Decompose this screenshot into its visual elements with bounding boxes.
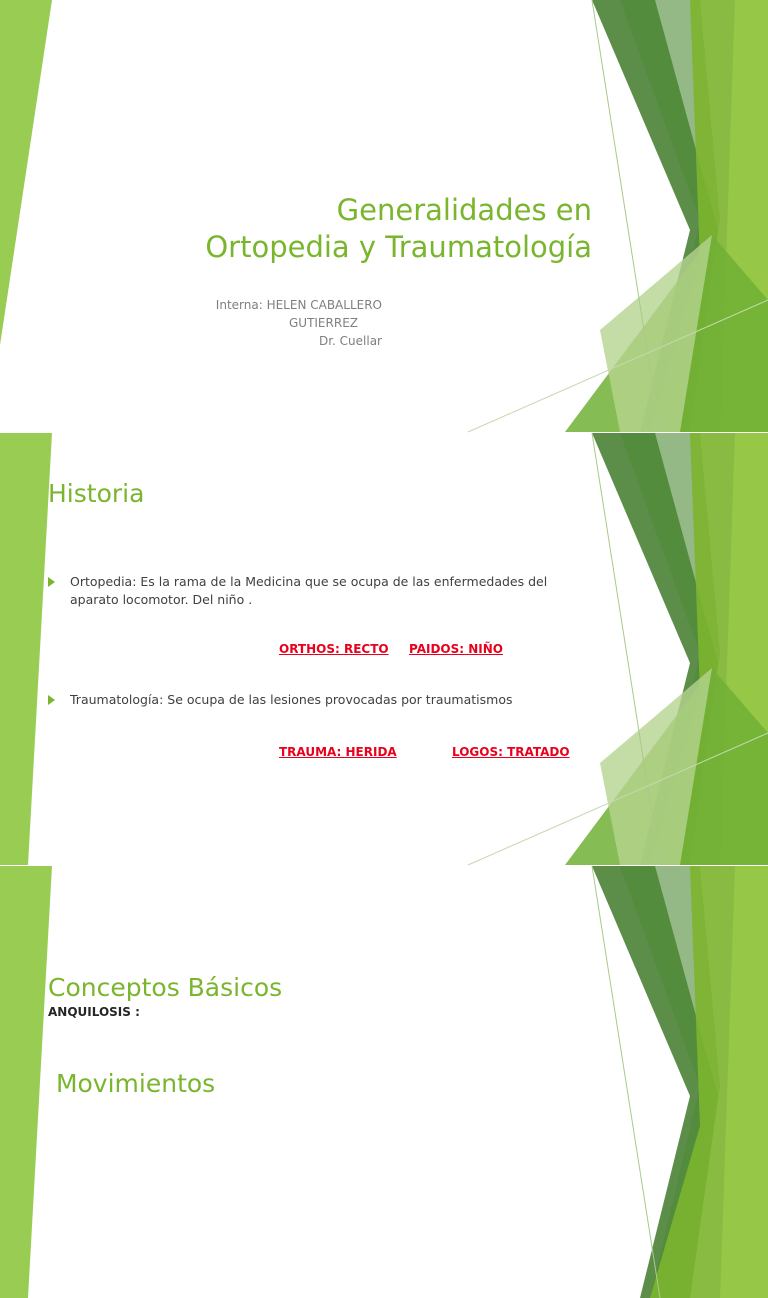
title-line-2: Ortopedia y Traumatología [205, 230, 592, 264]
author-block [216, 296, 382, 350]
term-paidos: PAIDOS: NIÑO [409, 642, 503, 656]
presentation-title [205, 192, 592, 266]
term-logos: LOGOS: TRATADO [452, 745, 570, 759]
term-orthos: ORTHOS: RECTO [279, 642, 389, 656]
author-line-3: Dr. Cuellar [318, 334, 382, 348]
bullet-text: Traumatología: Se ocupa de las lesiones provocadas por traumatismos [70, 692, 513, 707]
slide-conceptos [0, 866, 768, 1098]
title-line-1: Generalidades en [336, 193, 592, 227]
slide-heading: Historia [48, 479, 145, 508]
slide-historia [0, 433, 768, 865]
heading-line-1: Conceptos Básicos [48, 973, 283, 1002]
author-line-1: Interna: HELEN CABALLERO [215, 298, 382, 312]
term-trauma: TRAUMA: HERIDA [279, 745, 397, 759]
author-line-2: GUTIERREZ [288, 316, 358, 330]
slide-heading [48, 908, 282, 1164]
triangle-bullet-icon [48, 695, 55, 705]
triangle-bullet-icon [48, 577, 55, 587]
anquilosis-label: ANQUILOSIS : [48, 1005, 140, 1019]
slide-title [0, 0, 768, 432]
bullet-text: Ortopedia: Es la rama de la Medicina que se ocupa de las enfermedades del aparato locomotor. Del niño . [70, 574, 548, 607]
heading-line-2: Movimientos [48, 1069, 216, 1098]
